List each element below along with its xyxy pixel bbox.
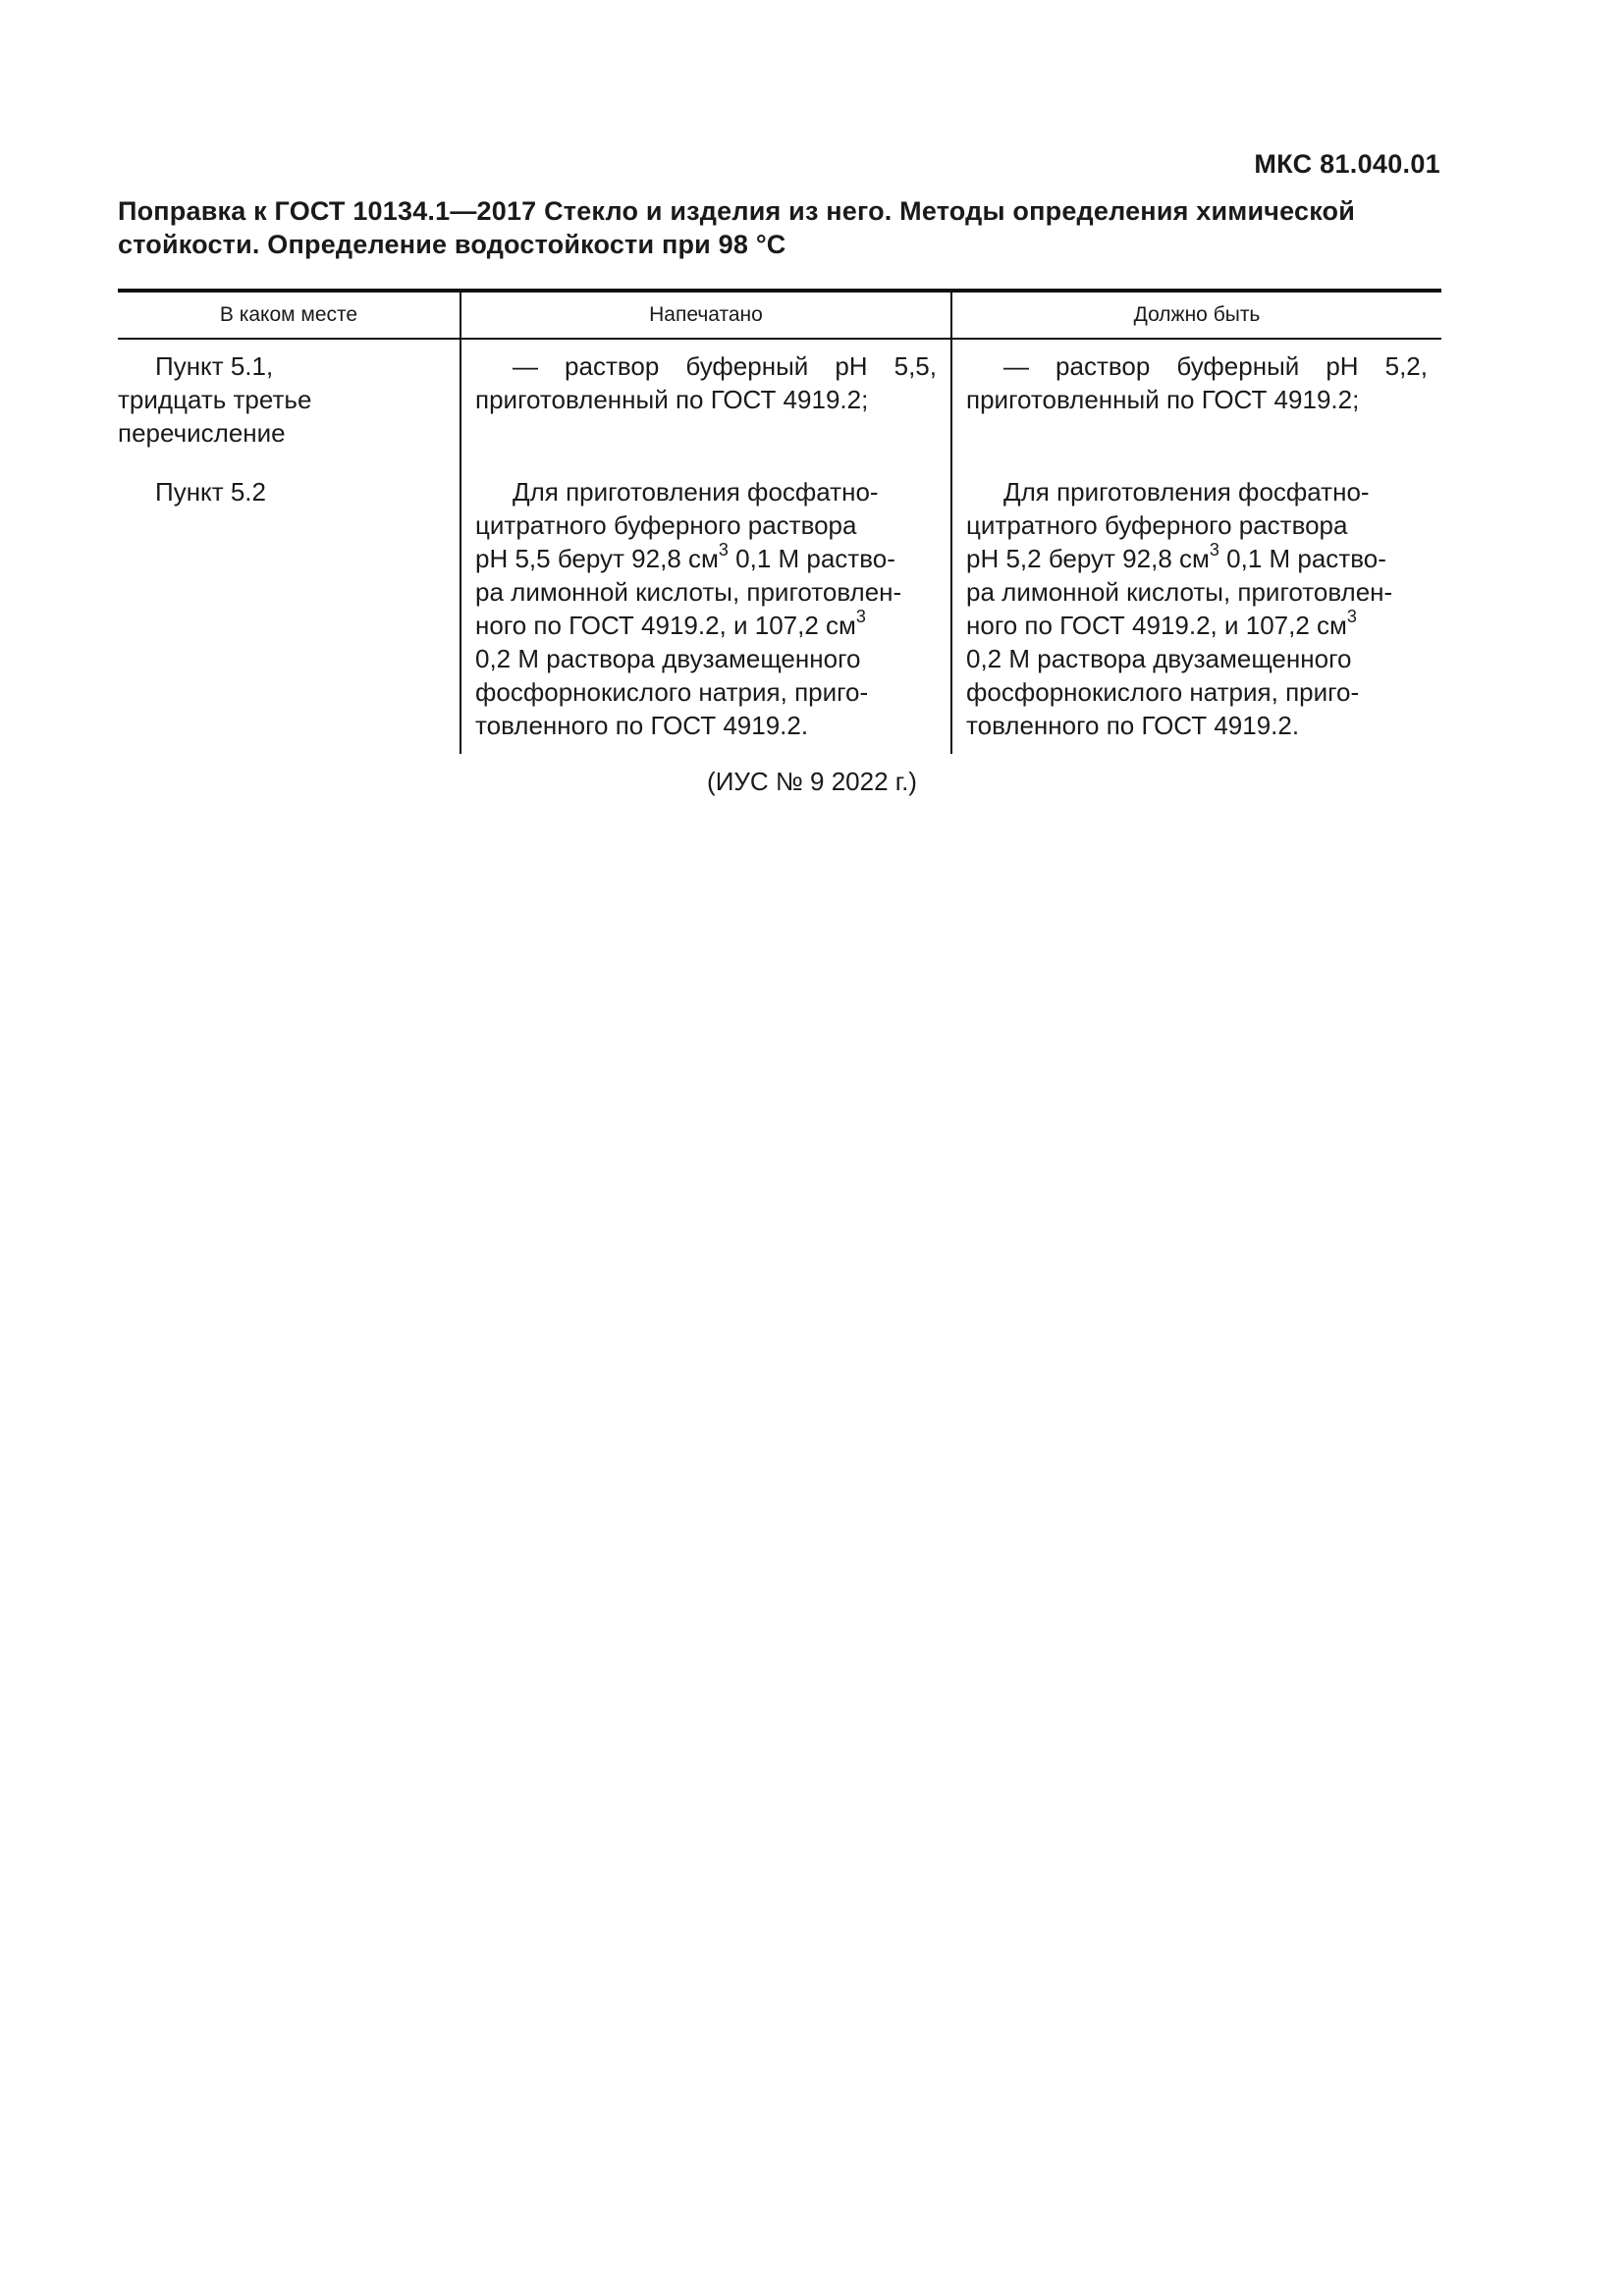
should-be-text: — раствор буферный pH 5,2, приготовленный по ГОСТ 4919.2; bbox=[966, 351, 1428, 414]
printed-text: Для приготовления фосфатно- bbox=[513, 477, 879, 507]
superscript: 3 bbox=[1209, 540, 1219, 561]
classification-code: МКС 81.040.01 bbox=[1254, 149, 1440, 179]
printed-text-part: 0,1 М раство- bbox=[728, 544, 895, 573]
amendment-title bbox=[118, 194, 1441, 261]
title-line-1: Поправка к ГОСТ 10134.1—2017 Стекло и изделия из него. Методы определения химической bbox=[118, 196, 1356, 226]
title-line-2: стойкости. Определение водостойкости при 98 °С bbox=[118, 230, 786, 259]
publication-source: (ИУС № 9 2022 г.) bbox=[707, 767, 917, 796]
should-be-text-part: pH 5,2 берут 92,8 см bbox=[966, 544, 1210, 573]
printed-text-part: pH 5,5 берут 92,8 см bbox=[475, 544, 719, 573]
should-be-text: товленного по ГОСТ 4919.2. bbox=[966, 711, 1300, 740]
printed-text: цитратного буферного раствора bbox=[475, 510, 857, 540]
printed-text: товленного по ГОСТ 4919.2. bbox=[475, 711, 809, 740]
should-be-text bbox=[966, 609, 1428, 642]
place-cell bbox=[118, 465, 460, 754]
amendment-table bbox=[118, 289, 1441, 754]
printed-cell bbox=[460, 465, 950, 754]
printed-text bbox=[475, 542, 937, 575]
printed-cell bbox=[460, 340, 950, 465]
should-be-text-part: 0,1 М раство- bbox=[1218, 544, 1386, 573]
column-header-printed: Напечатано bbox=[460, 293, 950, 338]
should-be-text: цитратного буферного раствора bbox=[966, 510, 1348, 540]
table-header-row bbox=[118, 293, 1441, 340]
place-cell bbox=[118, 340, 460, 465]
table-row bbox=[118, 340, 1441, 465]
superscript: 3 bbox=[718, 540, 729, 561]
printed-text: — раствор буферный pH 5,5, приготовленный по ГОСТ 4919.2; bbox=[475, 351, 937, 414]
place-text: перечисление bbox=[118, 418, 286, 448]
place-text: тридцать третье bbox=[118, 385, 312, 414]
should-be-cell bbox=[950, 340, 1441, 465]
place-text: Пункт 5.2 bbox=[155, 477, 266, 507]
printed-text: 0,2 М раствора двузамещенного bbox=[475, 644, 861, 673]
superscript: 3 bbox=[855, 607, 866, 627]
printed-text bbox=[475, 609, 937, 642]
should-be-text: фосфорнокислого натрия, приго- bbox=[966, 677, 1360, 707]
should-be-text: 0,2 М раствора двузамещенного bbox=[966, 644, 1352, 673]
superscript: 3 bbox=[1346, 607, 1357, 627]
should-be-text: Для приготовления фосфатно- bbox=[1003, 477, 1370, 507]
column-header-place: В каком месте bbox=[219, 303, 358, 326]
table-row bbox=[118, 465, 1441, 754]
printed-text: фосфорнокислого натрия, приго- bbox=[475, 677, 869, 707]
place-text: Пункт 5.1, bbox=[155, 351, 274, 381]
printed-text: ра лимонной кислоты, приготовлен- bbox=[475, 577, 902, 607]
should-be-text-part: ного по ГОСТ 4919.2, и 107,2 см bbox=[966, 611, 1347, 640]
should-be-text bbox=[966, 542, 1428, 575]
column-header-should-be: Должно быть bbox=[950, 293, 1441, 338]
should-be-text: ра лимонной кислоты, приготовлен- bbox=[966, 577, 1393, 607]
printed-text-part: ного по ГОСТ 4919.2, и 107,2 см bbox=[475, 611, 856, 640]
should-be-cell bbox=[950, 465, 1441, 754]
